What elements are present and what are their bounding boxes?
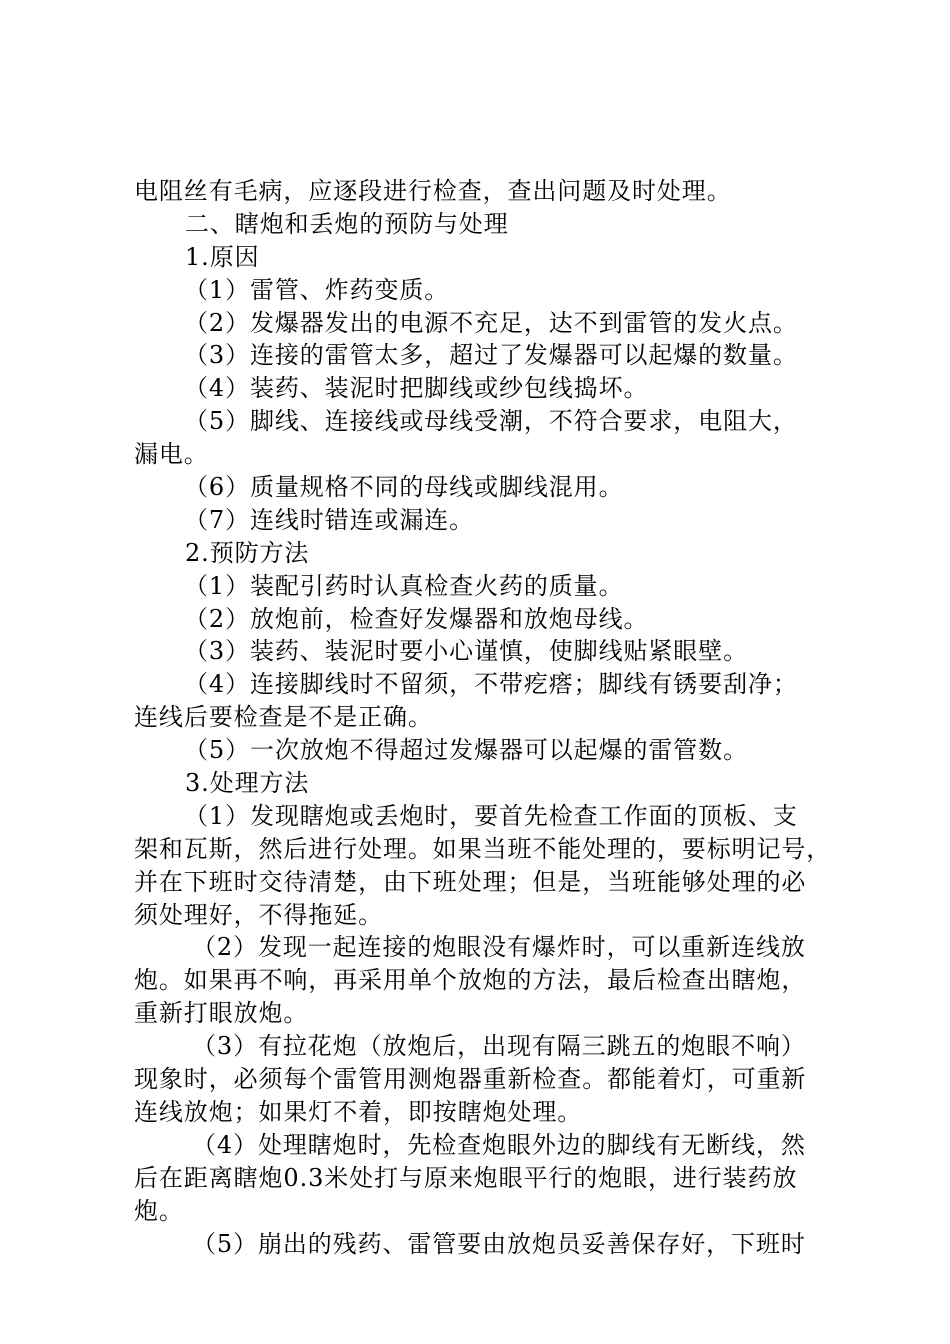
text-line: 连线放炮；如果灯不着，即按瞎炮处理。 xyxy=(134,1097,583,1126)
text-line: 重新打眼放炮。 xyxy=(134,999,309,1028)
subsection-heading: 3.处理方法 xyxy=(185,769,310,798)
subsection-heading: 2.预防方法 xyxy=(185,538,310,567)
text-line: 炮。 xyxy=(134,1196,184,1225)
list-item: （3）连接的雷管太多，超过了发爆器可以起爆的数量。 xyxy=(184,341,798,370)
text-line: 漏电。 xyxy=(134,440,209,469)
list-item: （1）装配引药时认真检查火药的质量。 xyxy=(184,571,624,600)
text-line: 电阻丝有毛病，应逐段进行检查，查出问题及时处理。 xyxy=(134,177,732,205)
list-item: （4）处理瞎炮时，先检查炮眼外边的脚线有无断线，然 xyxy=(192,1130,806,1159)
list-item: （1）发现瞎炮或丢炮时，要首先检查工作面的顶板、支 xyxy=(184,801,798,830)
text-line: 连线后要检查是不是正确。 xyxy=(134,703,433,732)
list-item: （5）崩出的残药、雷管要由放炮员妥善保存好，下班时 xyxy=(192,1229,806,1258)
list-item: （2）发现一起连接的炮眼没有爆炸时，可以重新连线放 xyxy=(192,933,806,962)
list-item: （6）质量规格不同的母线或脚线混用。 xyxy=(184,473,624,502)
list-item: （4）装药、装泥时把脚线或纱包线捣坏。 xyxy=(184,374,649,403)
text-line: 后在距离瞎炮0.3米处打与原来炮眼平行的炮眼，进行装药放 xyxy=(134,1163,798,1192)
text-line: 须处理好，不得拖延。 xyxy=(134,900,383,929)
body-text xyxy=(134,175,832,1260)
list-item: （5）一次放炮不得超过发爆器可以起爆的雷管数。 xyxy=(184,736,748,765)
text-line: 炮。如果再不响，再采用单个放炮的方法，最后检查出瞎炮， xyxy=(134,966,807,995)
list-item: （1）雷管、炸药变质。 xyxy=(184,275,450,304)
subsection-heading: 1.原因 xyxy=(185,242,260,271)
section-heading: 二、瞎炮和丢炮的预防与处理 xyxy=(185,209,509,238)
list-item: （3）有拉花炮（放炮后，出现有隔三跳五的炮眼不响） xyxy=(192,1032,806,1061)
text-line: 并在下班时交待清楚，由下班处理；但是，当班能够处理的必 xyxy=(134,867,807,896)
list-item: （7）连线时错连或漏连。 xyxy=(184,505,475,534)
list-item: （2）发爆器发出的电源不充足，达不到雷管的发火点。 xyxy=(184,308,798,337)
list-item: （2）放炮前，检查好发爆器和放炮母线。 xyxy=(184,604,649,633)
list-item: （5）脚线、连接线或母线受潮，不符合要求，电阻大， xyxy=(184,407,798,436)
text-line: 架和瓦斯，然后进行处理。如果当班不能处理的，要标明记号， xyxy=(134,834,832,863)
list-item: （3）装药、装泥时要小心谨慎，使脚线贴紧眼壁。 xyxy=(184,637,748,666)
list-item: （4）连接脚线时不留须，不带疙瘩；脚线有锈要刮净； xyxy=(184,670,798,699)
text-line: 现象时，必须每个雷管用测炮器重新检查。都能着灯，可重新 xyxy=(134,1065,807,1094)
